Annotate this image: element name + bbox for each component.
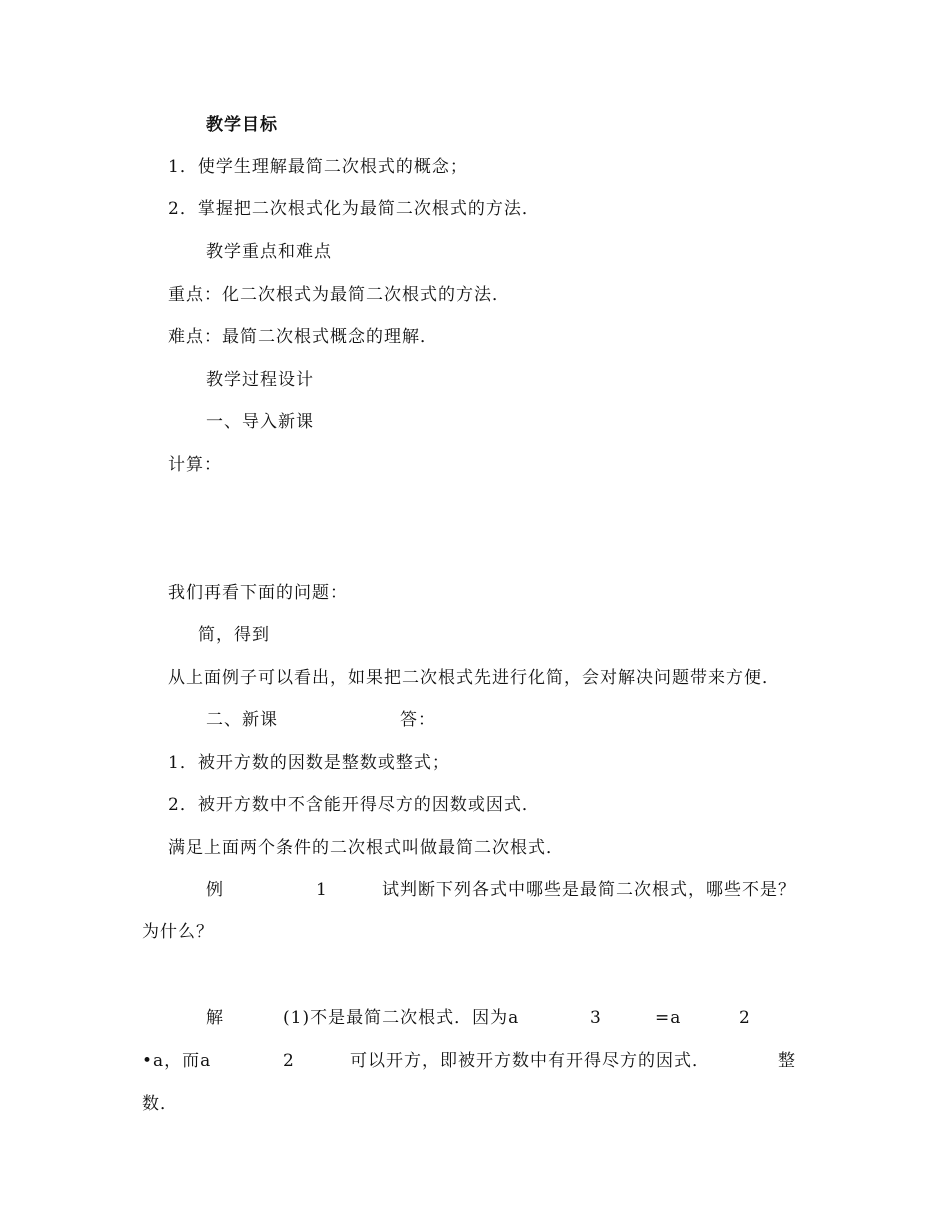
key-point: 重点：化二次根式为最简二次根式的方法． (168, 285, 510, 305)
section-2-title: 二、新课 (206, 710, 278, 730)
solution-whole: 整 (778, 1051, 796, 1071)
difficult-point: 难点：最简二次根式概念的理解． (168, 327, 438, 347)
heading-process: 教学过程设计 (206, 370, 314, 390)
look-again-text: 我们再看下面的问题： (168, 583, 348, 603)
example-label: 例 (206, 880, 224, 900)
example-question-cont: 为什么？ (142, 922, 214, 942)
solution-exponent-3: 3 (590, 1008, 602, 1028)
example-question: 试判断下列各式中哪些是最简二次根式，哪些不是？ (382, 880, 796, 900)
objective-2: 2．掌握把二次根式化为最简二次根式的方法． (168, 199, 540, 219)
heading-objectives: 教学目标 (206, 115, 278, 135)
solution-exponent-2: 2 (739, 1008, 751, 1028)
definition-text: 满足上面两个条件的二次根式叫做最简二次根式． (168, 838, 564, 858)
solution-equals: =a (655, 1008, 682, 1028)
example-number: 1 (316, 880, 328, 900)
calc-label: 计算： (168, 455, 222, 475)
condition-2: 2．被开方数中不含能开得尽方的因数或因式． (168, 795, 540, 815)
observation-text: 从上面例子可以看出，如果把二次根式先进行化简，会对解决问题带来方便． (168, 668, 780, 688)
solution-label: 解 (206, 1008, 224, 1028)
answer-label: 答： (400, 710, 436, 730)
objective-1: 1．使学生理解最简二次根式的概念； (168, 157, 468, 177)
solution-reason: 可以开方，即被开方数中有开得尽方的因式． (350, 1051, 710, 1071)
solution-text: (1)不是最简二次根式．因为a (283, 1008, 520, 1028)
section-1-title: 一、导入新课 (206, 412, 314, 432)
simplify-text: 简，得到 (198, 625, 270, 645)
solution-whole-cont: 数． (142, 1094, 178, 1114)
solution-dot-text: •a，而a (142, 1051, 212, 1071)
solution-exponent-2b: 2 (283, 1051, 295, 1071)
heading-key-points: 教学重点和难点 (206, 242, 332, 262)
condition-1: 1．被开方数的因数是整数或整式； (168, 753, 450, 773)
